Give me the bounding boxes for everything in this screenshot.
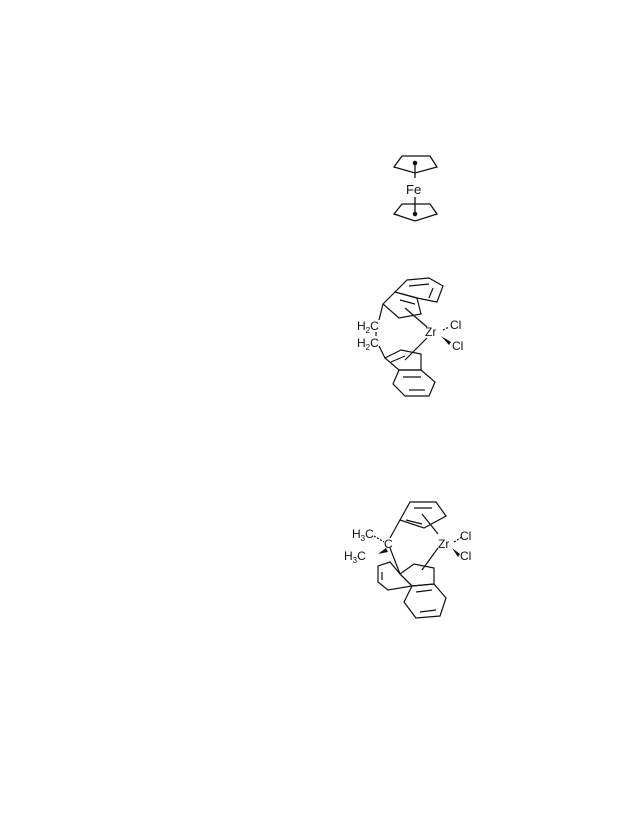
chlorine-label-bottom: Cl <box>452 339 464 353</box>
fluorenyl-benzene-ring-left <box>378 562 412 590</box>
chlorine-label-top: Cl <box>460 529 472 543</box>
indenyl-benzene-ring-bottom <box>393 370 435 396</box>
ch2-label-top: $H_2C$ <box>357 319 379 335</box>
bond-line <box>390 548 400 574</box>
ch3-label-bottom: $H_3C$ <box>344 549 366 565</box>
indenyl-five-ring-bottom <box>385 350 421 370</box>
zirconium-label: Zr <box>425 325 437 339</box>
zirconium-label: Zr <box>438 537 450 551</box>
bridge-carbon-label: C <box>384 537 393 551</box>
indenyl-benzene-ring-top <box>395 278 443 302</box>
wedge-bond <box>452 548 460 557</box>
bond-line <box>405 338 427 360</box>
double-bond <box>400 300 415 304</box>
double-bond <box>391 356 405 362</box>
ch2-label-bottom: $H_2C$ <box>357 336 379 352</box>
indenyl-five-ring-top <box>383 292 421 318</box>
fluorenyl-five-ring <box>400 564 434 586</box>
chlorine-label-top: Cl <box>450 318 462 332</box>
dashed-bond <box>443 327 449 330</box>
bond-line <box>422 514 438 534</box>
bond-line <box>379 346 385 358</box>
bond-line <box>405 308 427 327</box>
double-bond <box>416 590 432 592</box>
ch3-label-top: $H_3C$ <box>352 527 374 543</box>
syndiospecific-zirconium-structure <box>342 492 482 627</box>
ring-center <box>413 212 416 215</box>
chlorine-label-bottom: Cl <box>460 549 472 563</box>
indenyl-zirconium-structure <box>355 272 485 400</box>
double-bond <box>429 288 433 298</box>
fluorenyl-benzene-ring-bottom <box>404 584 446 618</box>
iron-label: Fe <box>406 182 422 197</box>
bond-line <box>379 304 383 320</box>
dashed-bond <box>374 536 384 542</box>
ring-center <box>413 161 416 164</box>
double-bond <box>420 610 436 612</box>
wedge-bond <box>441 336 451 345</box>
double-bond <box>409 284 429 286</box>
ferrocene-structure <box>380 148 450 230</box>
bond-line <box>390 520 400 538</box>
